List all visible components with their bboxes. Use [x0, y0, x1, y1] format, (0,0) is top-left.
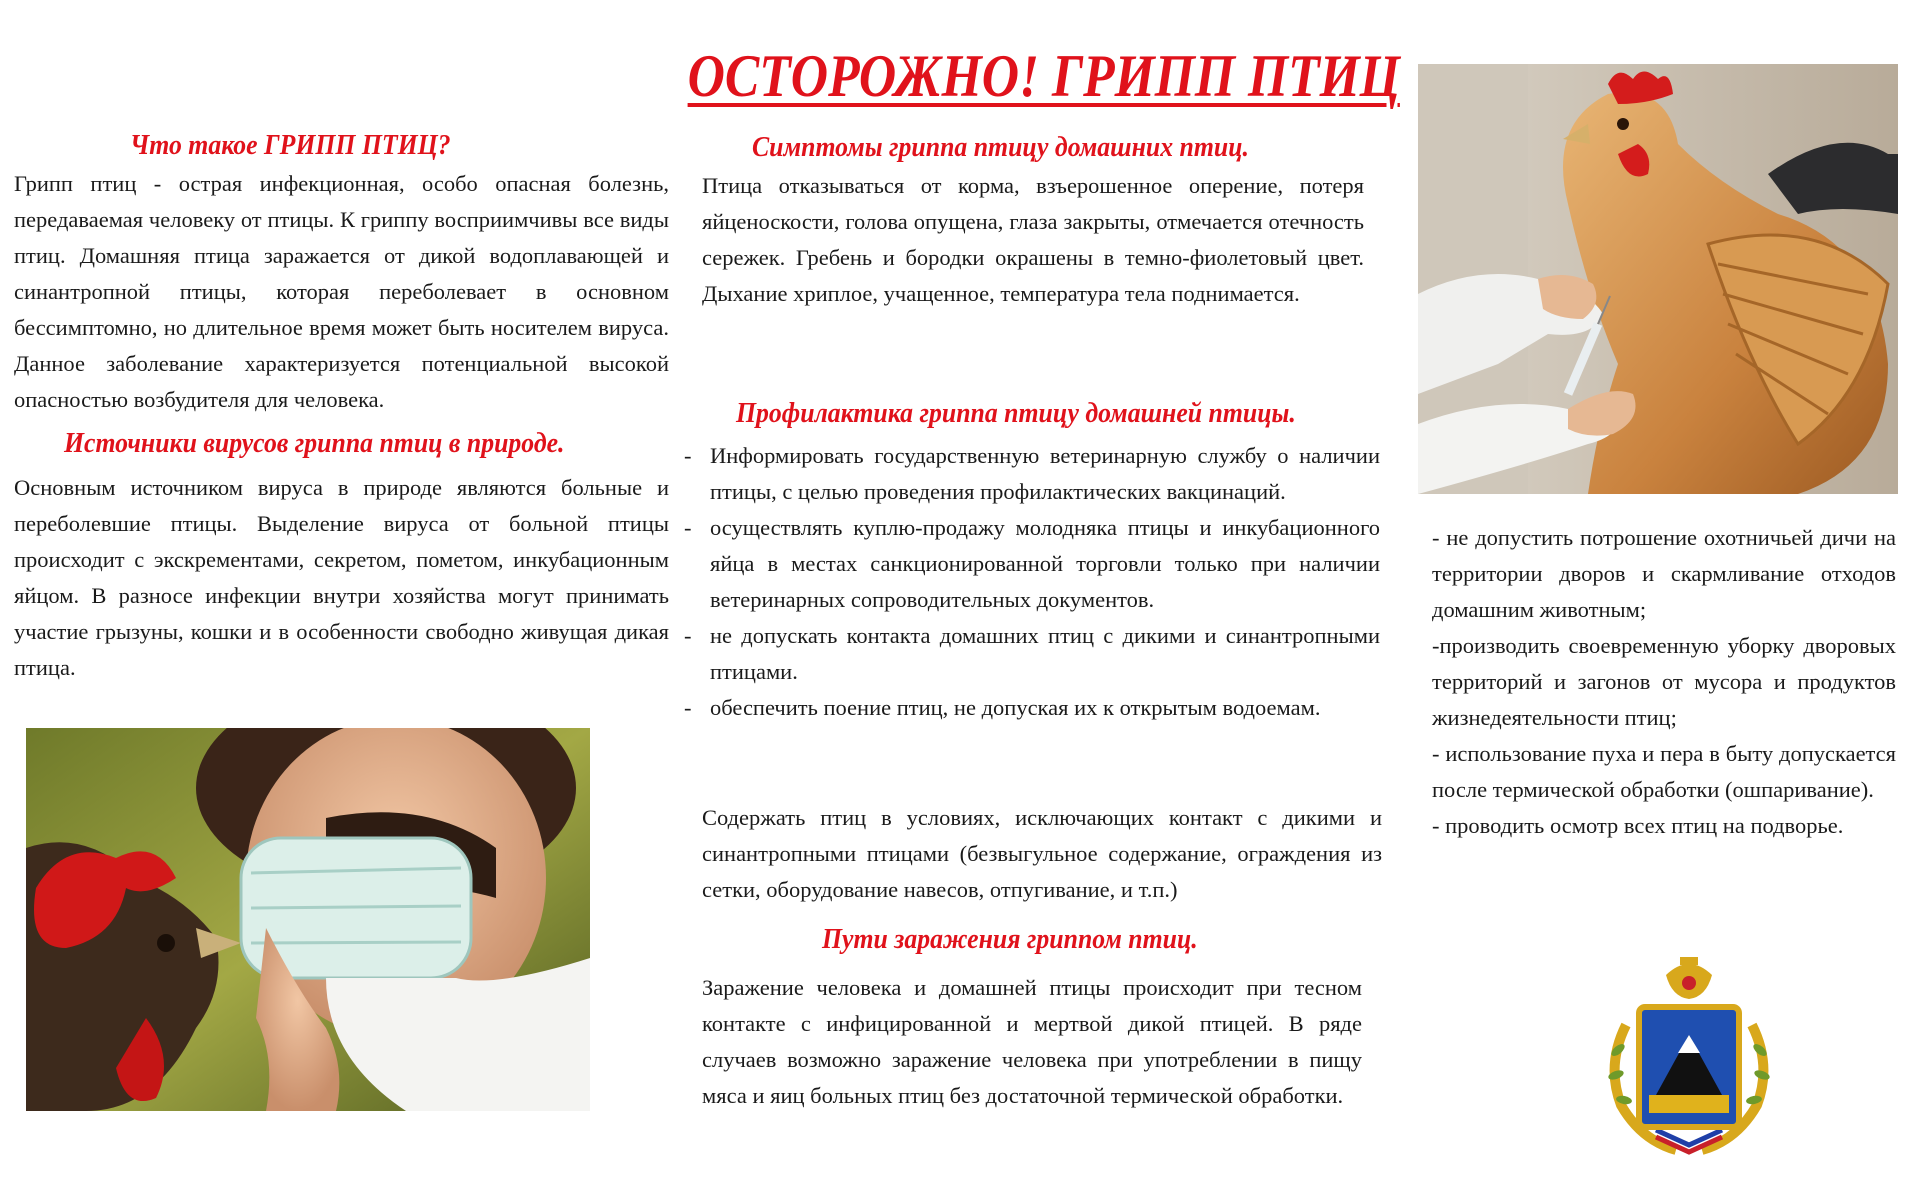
list-item: - обеспечить поение птиц, не допуская их к открытым водоемам. — [684, 690, 1380, 726]
list-item: - проводить осмотр всех птиц на подворье. — [1432, 813, 1844, 838]
list-item: - Информировать государственную ветеринарную службу о наличии птицы, с целью проведения профилактических вакцинаций. — [684, 438, 1380, 510]
list-item: -производить своевременную уборку дворовых территорий и загонов от мусора и продуктов жизнедеятельности птиц; — [1432, 633, 1896, 730]
virus-sources-text: Основным источником вируса в природе являются больные и переболевшие птицы. Выделение вируса от больной птицы происходит с экскрементами, секретом, пометом, инкубационным яйцом. В разносе инфекции внутри хозяйства могут принимать участие грызуны, кошки и в особенности свободно живущая дикая птица. — [14, 475, 669, 680]
boy-with-rooster-photo — [26, 728, 590, 1111]
prevention-keeping-text: Содержать птиц в условиях, исключающих контакт с дикими и синантропными птицами (безвыгульное содержание, ограждения из сетки, оборудование навесов, отпугивание, и т.п.) — [702, 805, 1382, 902]
prevention-heading: Профилактика гриппа птицу домашней птицы. — [736, 398, 1296, 429]
list-item: - не допустить потрошение охотничьей дичи на территории дворов и скармливание отходов домашним животным; — [1432, 525, 1896, 622]
prevention-continued-list — [1432, 520, 1896, 844]
infection-routes-text: Заражение человека и домашней птицы происходит при тесном контакте с инфицированной и мертвой дикой птицей. В ряде случаев возможно заражение человека при употреблении в пищу мяса и яиц больных птиц без достаточной термической обработки. — [702, 975, 1362, 1108]
list-item: - использование пуха и пера в быту допускается после термической обработки (ошпаривание). — [1432, 741, 1896, 802]
prevention-list — [684, 438, 1380, 726]
what-is-bird-flu-text: Грипп птиц - острая инфекционная, особо опасная болезнь, передаваемая человеку от птицы. К гриппу восприимчивы все виды птиц. Домашняя птица заражается от дикой водоплавающей и синантропной птицы, которая переболевает в основном бессимптомно, но длительное время может быть носителем вируса. Данное заболевание характеризуется потенциальной высокой опасностью возбудителя для человека. — [14, 171, 669, 412]
coat-of-arms-emblem — [1596, 955, 1782, 1155]
hen-vaccination-photo — [1418, 64, 1898, 494]
list-item: - осуществлять куплю-продажу молодняка птицы и инкубационного яйца в местах санкционированной торговли только при наличии ветеринарных сопроводительных документов. — [684, 510, 1380, 618]
what-is-bird-flu-heading: Что такое ГРИПП ПТИЦ? — [130, 130, 451, 161]
symptoms-heading: Симптомы гриппа птицу домашних птиц. — [752, 132, 1250, 163]
list-item: - не допускать контакта домашних птиц с дикими и синантропными птицами. — [684, 618, 1380, 690]
page-title: ОСТОРОЖНО! ГРИПП ПТИЦ — [687, 43, 1400, 109]
symptoms-text: Птица отказываться от корма, взъерошенное оперение, потеря яйценоскости, голова опущена, глаза закрыты, отмечается отечность сережек. Гребень и бородки окрашены в темно-фиолетовый цвет. Дыхание хриплое, учащенное, температура тела поднимается. — [702, 173, 1364, 306]
infection-routes-heading: Пути заражения гриппом птиц. — [822, 924, 1198, 955]
virus-sources-heading: Источники вирусов гриппа птиц в природе. — [64, 428, 565, 459]
